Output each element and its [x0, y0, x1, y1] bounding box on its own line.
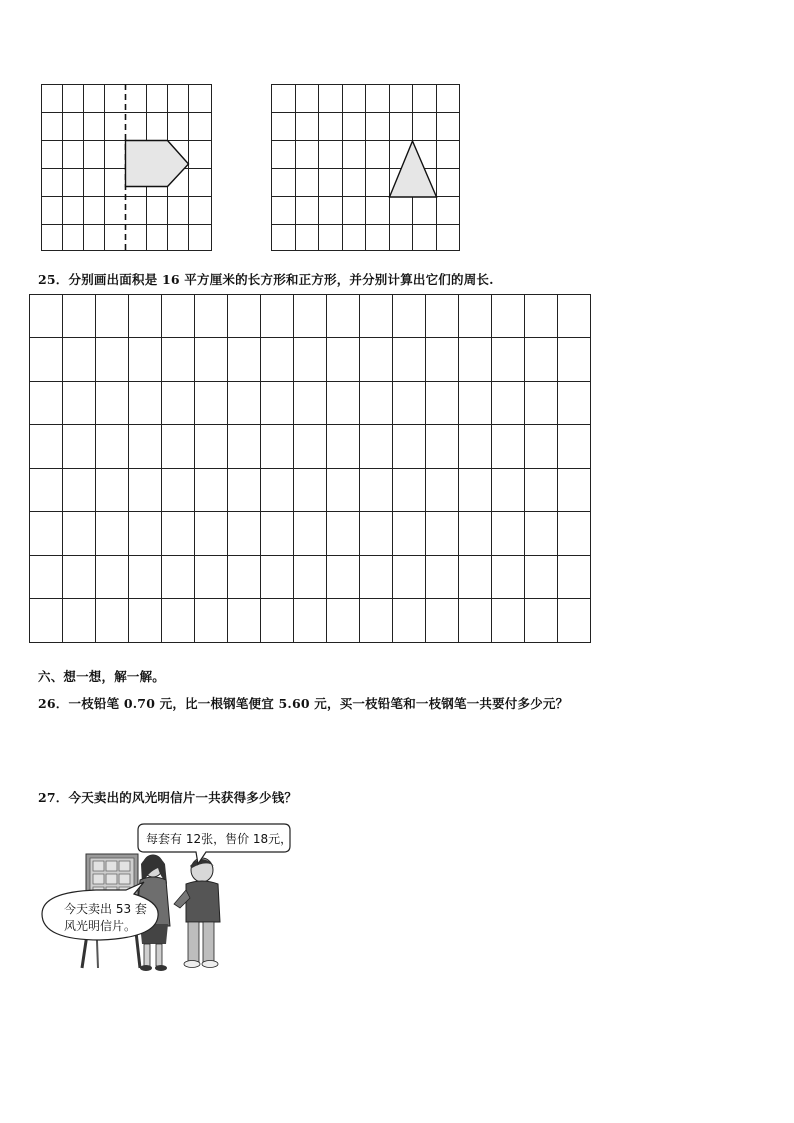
drawing-grid [29, 294, 592, 644]
section-6-heading: 六、想一想，解一解。 [38, 669, 166, 684]
pentagon-shape [126, 141, 189, 187]
triangle-grid-right [271, 84, 461, 252]
question-26: 26．一枝铅笔 0.70 元，比一根钢笔便宜 5.60 元，买一枝铅笔和一枝钢笔一共要付多少元？ [38, 696, 569, 711]
question-25: 25．分别画出面积是 16 平方厘米的长方形和正方形，并分别计算出它们的周长. [38, 272, 494, 287]
speech-bubble-right-text: 每套有 12张，售价 18元， [146, 832, 293, 846]
speech-bubble-left-text-line1: 今天卖出 53 套 [64, 902, 147, 916]
symmetry-grid-left [41, 84, 213, 252]
question-27: 27．今天卖出的风光明信片一共获得多少钱？ [38, 790, 298, 805]
boy-figure-icon [174, 858, 220, 968]
speech-bubble-left-text-line2: 风光明信片。 [64, 919, 137, 933]
